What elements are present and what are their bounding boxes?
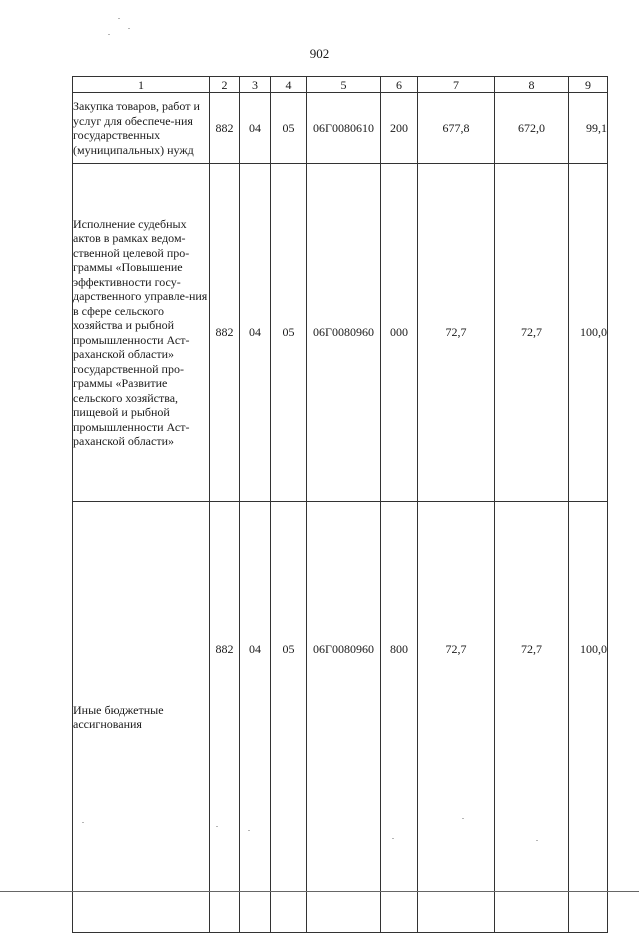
cell-col3: 04 bbox=[240, 502, 271, 933]
column-header-8: 8 bbox=[495, 77, 569, 93]
column-header-3: 3 bbox=[240, 77, 271, 93]
scan-speck bbox=[82, 822, 84, 823]
cell-col9: 100,0 bbox=[569, 164, 608, 502]
cell-col5: 06Г0080610 bbox=[307, 93, 381, 164]
row-name: Иные бюджетные ассигнования bbox=[73, 502, 210, 933]
cell-col4: 05 bbox=[271, 502, 307, 933]
column-header-5: 5 bbox=[307, 77, 381, 93]
cell-col7: 677,8 bbox=[418, 93, 495, 164]
cell-col7: 72,7 bbox=[418, 502, 495, 933]
column-header-2: 2 bbox=[210, 77, 240, 93]
cell-col3: 04 bbox=[240, 164, 271, 502]
cell-col5: 06Г0080960 bbox=[307, 164, 381, 502]
table-row bbox=[73, 164, 608, 502]
cell-col8: 72,7 bbox=[495, 164, 569, 502]
cell-col6: 000 bbox=[381, 164, 418, 502]
scan-speck bbox=[128, 28, 130, 29]
cell-col6: 200 bbox=[381, 93, 418, 164]
cell-col8: 672,0 bbox=[495, 93, 569, 164]
column-header-7: 7 bbox=[418, 77, 495, 93]
cell-col8: 72,7 bbox=[495, 502, 569, 933]
table-row bbox=[73, 93, 608, 164]
scan-speck bbox=[248, 830, 250, 831]
scan-speck bbox=[108, 34, 110, 35]
cell-col9: 99,1 bbox=[569, 93, 608, 164]
budget-table bbox=[72, 76, 608, 933]
column-header-9: 9 bbox=[569, 77, 608, 93]
scan-speck bbox=[462, 818, 464, 819]
cell-col2: 882 bbox=[210, 502, 240, 933]
scan-speck bbox=[118, 18, 120, 19]
column-number-row bbox=[73, 77, 608, 93]
cell-col7: 72,7 bbox=[418, 164, 495, 502]
table-row bbox=[73, 502, 608, 933]
cell-col6: 800 bbox=[381, 502, 418, 933]
row-name: Закупка товаров, работ и услуг для обеспече-ния государственных (муниципальных) нужд bbox=[73, 93, 210, 164]
scan-speck bbox=[536, 840, 538, 841]
cell-col2: 882 bbox=[210, 164, 240, 502]
cell-col5: 06Г0080960 bbox=[307, 502, 381, 933]
scan-speck bbox=[216, 826, 218, 827]
column-header-4: 4 bbox=[271, 77, 307, 93]
column-header-1: 1 bbox=[73, 77, 210, 93]
cell-col4: 05 bbox=[271, 93, 307, 164]
cell-col2: 882 bbox=[210, 93, 240, 164]
cell-col3: 04 bbox=[240, 93, 271, 164]
page-number: 902 bbox=[309, 46, 330, 61]
column-header-6: 6 bbox=[381, 77, 418, 93]
cell-col4: 05 bbox=[271, 164, 307, 502]
cell-col9: 100,0 bbox=[569, 502, 608, 933]
scan-speck bbox=[392, 838, 394, 839]
row-name: Исполнение судебных актов в рамках ведом-ственной целевой про-граммы «Повышение эффективности госу-дарственного управле-ния в сфере сельского хозяйства и рыбной промышленности Аст-раханской области» государственной про-граммы «Развитие сельского хозяйства, пищевой и рыбной промышленности Аст-раханской области» bbox=[73, 164, 210, 502]
scan-bottom-edge bbox=[0, 891, 639, 892]
